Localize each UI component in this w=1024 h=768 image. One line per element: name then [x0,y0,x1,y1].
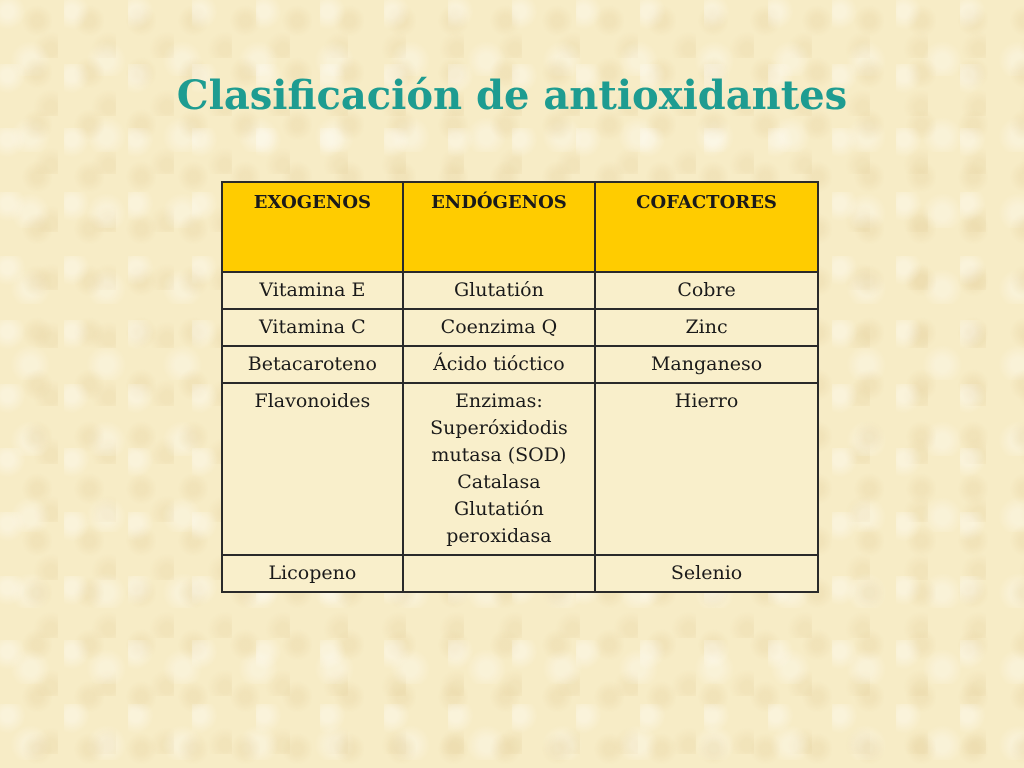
table-row [222,272,818,309]
cell-exogeno: Betacaroteno [222,346,403,383]
cell-endogeno: Coenzima Q [403,309,595,346]
cell-line: Glutatión [454,498,544,520]
header-exogenos: EXOGENOS [222,182,403,272]
cell-exogeno: Vitamina C [222,309,403,346]
table-body [222,272,818,592]
table-row [222,309,818,346]
cell-exogeno: Licopeno [222,555,403,592]
cell-endogeno: Ácido tióctico [403,346,595,383]
table-row [222,383,818,555]
cell-line: mutasa (SOD) [431,444,567,466]
slide-title: Clasificación de antioxidantes [176,72,848,119]
cell-cofactor: Manganeso [595,346,818,383]
cell-cofactor: Selenio [595,555,818,592]
header-row [222,182,818,272]
header-cofactores: COFACTORES [595,182,818,272]
cell-cofactor: Zinc [595,309,818,346]
cell-endogeno: Glutatión [403,272,595,309]
cell-exogeno: Vitamina E [222,272,403,309]
table-row [222,555,818,592]
table-header [222,182,818,272]
antioxidants-table [221,181,819,593]
cell-exogeno: Flavonoides [222,383,403,555]
cell-cofactor: Cobre [595,272,818,309]
table-row [222,346,818,383]
cell-line: Catalasa [457,471,541,493]
cell-endogeno-enzimas [403,383,595,555]
cell-line: Superóxidodis [430,417,568,439]
header-endogenos: ENDÓGENOS [403,182,595,272]
cell-line: Enzimas: [455,390,543,412]
cell-endogeno [403,555,595,592]
cell-line: peroxidasa [446,525,552,547]
cell-cofactor: Hierro [595,383,818,555]
